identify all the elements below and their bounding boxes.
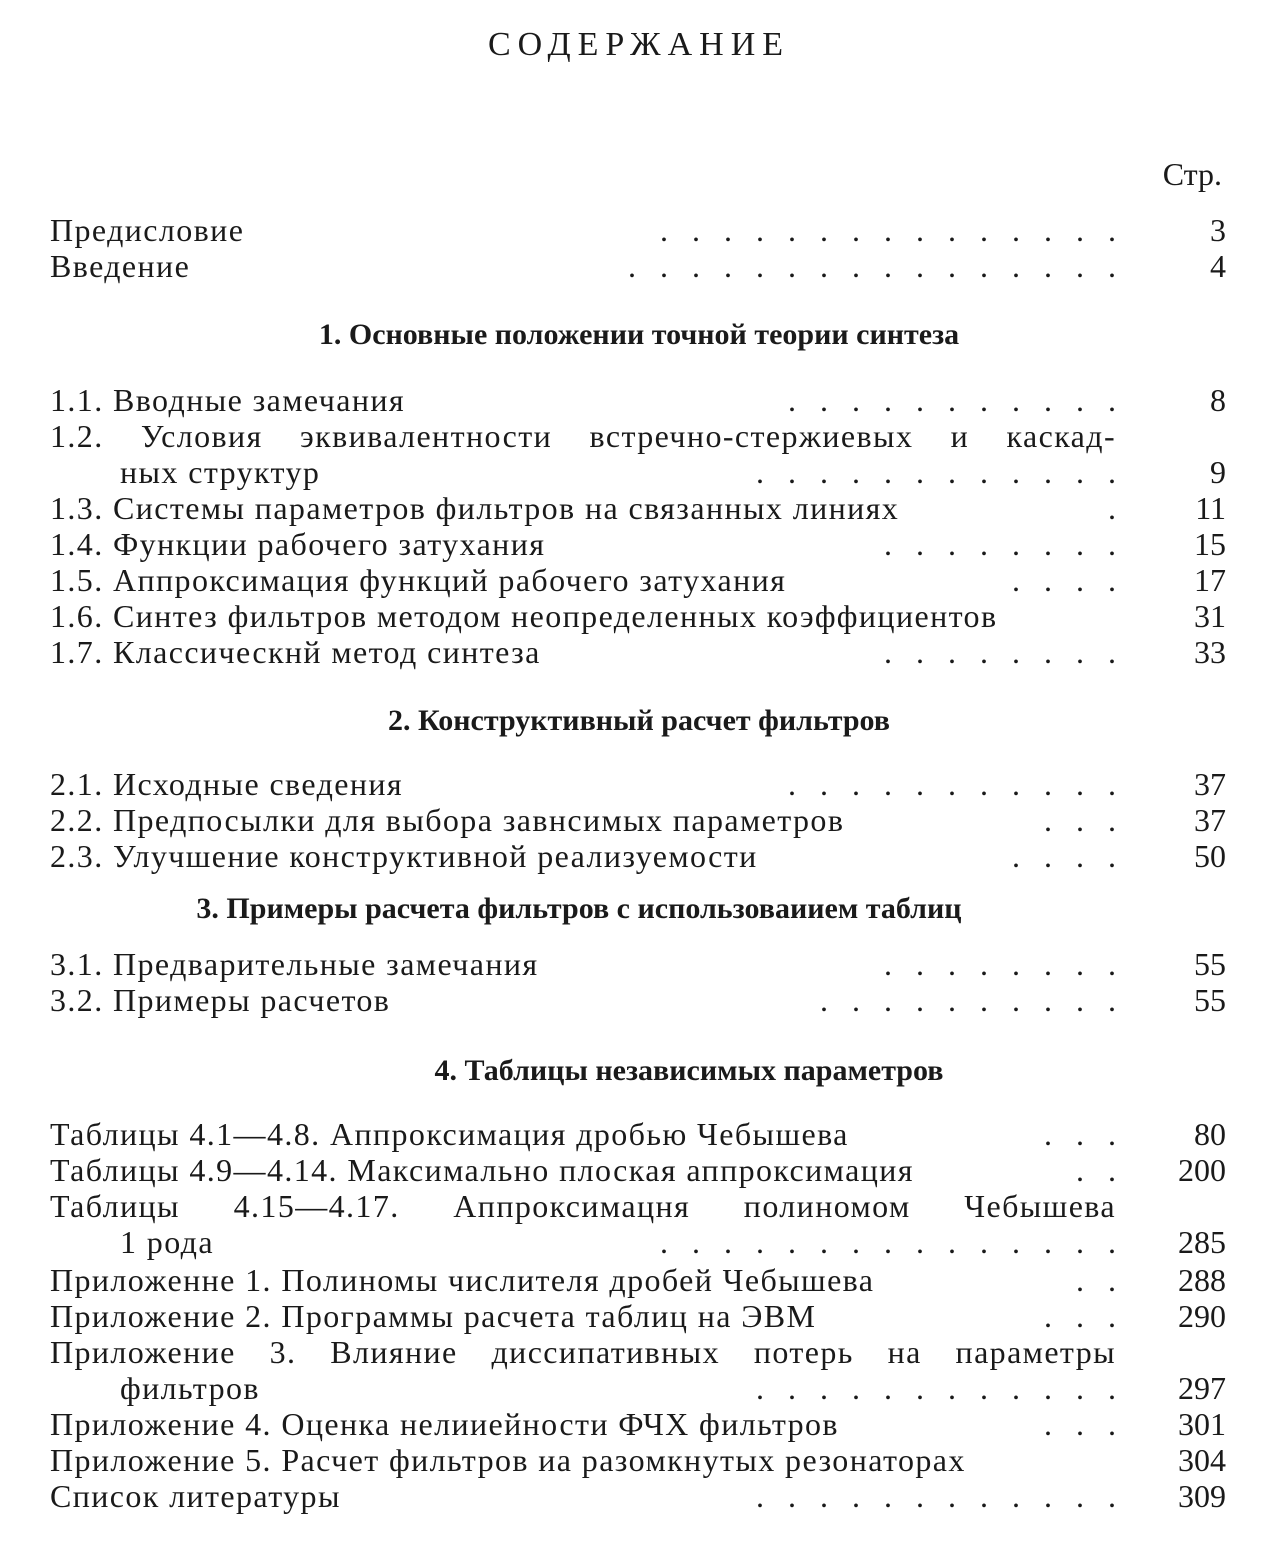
toc-entry-appendix-1[interactable] xyxy=(50,1262,1226,1298)
entry-page: 288 xyxy=(1178,1262,1226,1298)
leader-dots: . . . xyxy=(1044,1116,1116,1152)
entry-label-continued: ных структур xyxy=(120,454,321,490)
entry-page: 37 xyxy=(1194,802,1226,838)
entry-page: 31 xyxy=(1194,598,1226,634)
entry-label: Приложение 4. Оценка нелииейности ФЧХ фильтров xyxy=(50,1406,839,1442)
entry-label: 1.5. Аппроксимация функций рабочего затухания xyxy=(50,562,787,598)
entry-label: 3.2. Примеры расчетов xyxy=(50,982,391,1018)
entry-page: 304 xyxy=(1178,1442,1226,1478)
leader-dots: . . . . . . . . . . . . xyxy=(756,454,1116,490)
leader-dots: . . . . . . . . . . . . . . . . xyxy=(628,248,1116,284)
page-title: СОДЕРЖАНИЕ xyxy=(487,26,791,63)
entry-page: 11 xyxy=(1195,490,1226,526)
entry-page: 290 xyxy=(1178,1298,1226,1334)
toc-entry-appendix-3-line1[interactable]: Приложение 3. Влияние диссипативных потерь на параметры xyxy=(50,1334,1116,1370)
leader-dots: . . . . xyxy=(1012,838,1116,874)
leader-dots: . . . . xyxy=(1012,562,1116,598)
leader-dots: . . . . . . . . . . . . xyxy=(756,1478,1116,1514)
toc-entry-tables-4-15-line1[interactable]: Таблицы 4.15—4.17. Аппроксимацня полиномом Чебышева xyxy=(50,1188,1116,1224)
leader-dots: . . xyxy=(1076,1152,1116,1188)
entry-page: 285 xyxy=(1178,1224,1226,1260)
entry-page: 50 xyxy=(1194,838,1226,874)
entry-page: 9 xyxy=(1210,454,1226,490)
entry-label: Список литературы xyxy=(50,1478,341,1514)
entry-page: 4 xyxy=(1210,248,1226,284)
toc-entry-appendix-4[interactable] xyxy=(50,1406,1226,1442)
entry-page: 37 xyxy=(1194,766,1226,802)
chapter-1-heading: 1. Основные положении точной теории синтеза xyxy=(318,318,960,351)
entry-label: 1.7. Классическнй метод синтеза xyxy=(50,634,541,670)
entry-label: 1.3. Системы параметров фильтров на связанных линиях xyxy=(50,490,900,526)
entry-page: 3 xyxy=(1210,212,1226,248)
toc-entry-1-6[interactable] xyxy=(50,598,1226,634)
toc-entry-1-3[interactable] xyxy=(50,490,1226,526)
entry-page: 200 xyxy=(1178,1152,1226,1188)
entry-page: 55 xyxy=(1194,946,1226,982)
leader-dots: . . . . . . . . xyxy=(884,946,1116,982)
leader-dots: . . . . . . . . xyxy=(884,634,1116,670)
entry-page: 8 xyxy=(1210,382,1226,418)
entry-page: 33 xyxy=(1194,634,1226,670)
leader-dots: . . . . . . . . xyxy=(884,526,1116,562)
entry-label: Таблицы 4.1—4.8. Аппроксимация дробью Чебышева xyxy=(50,1116,849,1152)
toc-entry-appendix-3[interactable] xyxy=(50,1370,1226,1406)
leader-dots: . xyxy=(1108,490,1116,526)
entry-label: Приложение 2. Программы расчета таблиц на ЭВМ xyxy=(50,1298,817,1334)
entry-label-continued: 1 рода xyxy=(120,1224,214,1260)
entry-label: 1.6. Синтез фильтров методом неопределенных коэффициентов xyxy=(50,598,998,634)
toc-entry-1-7[interactable] xyxy=(50,634,1226,670)
entry-label: Приложение 5. Расчет фильтров иа разомкнутых резонаторах xyxy=(50,1442,966,1478)
entry-label: 2.2. Предпосылки для выбора завнсимых параметров xyxy=(50,802,845,838)
toc-entry-tables-4-15[interactable] xyxy=(50,1224,1226,1260)
leader-dots: . . . . . . . . . . . . . . . xyxy=(660,212,1116,248)
leader-dots: . . . . . . . . . . xyxy=(820,982,1116,1018)
toc-entry-3-1[interactable] xyxy=(50,946,1226,982)
toc-entry-tables-4-9[interactable] xyxy=(50,1152,1226,1188)
toc-entry-1-5[interactable] xyxy=(50,562,1226,598)
entry-page: 297 xyxy=(1178,1370,1226,1406)
toc-entry-1-4[interactable] xyxy=(50,526,1226,562)
entry-page: 55 xyxy=(1194,982,1226,1018)
toc-entry-introduction[interactable] xyxy=(50,248,1226,284)
page-column-label: Стр. xyxy=(1162,156,1222,192)
toc-entry-2-1[interactable] xyxy=(50,766,1226,802)
toc-entry-2-2[interactable] xyxy=(50,802,1226,838)
entry-page: 15 xyxy=(1194,526,1226,562)
entry-label: 2.1. Исходные сведения xyxy=(50,766,404,802)
leader-dots: . . . . . . . . . . . . . . . xyxy=(660,1224,1116,1260)
leader-dots: . . . xyxy=(1044,802,1116,838)
toc-entry-preface[interactable] xyxy=(50,212,1226,248)
entry-page: 80 xyxy=(1194,1116,1226,1152)
entry-label: Предисловие xyxy=(50,212,245,248)
leader-dots: . . . . . . . . . . . xyxy=(788,766,1116,802)
entry-label: 2.3. Улучшение конструктивной реализуемости xyxy=(50,838,758,874)
entry-label: Приложенне 1. Полиномы числителя дробей Чебышева xyxy=(50,1262,875,1298)
entry-page: 17 xyxy=(1194,562,1226,598)
toc-entry-appendix-2[interactable] xyxy=(50,1298,1226,1334)
entry-label: 1.4. Функции рабочего затухания xyxy=(50,526,546,562)
toc-entry-1-2-line1[interactable]: 1.2. Условия эквивалентности встречно-стержиевых и каскад- xyxy=(50,418,1116,454)
entry-page: 301 xyxy=(1178,1406,1226,1442)
chapter-2-heading: 2. Конструктивный расчет фильтров xyxy=(388,704,890,737)
toc-entry-3-2[interactable] xyxy=(50,982,1226,1018)
entry-label: Таблицы 4.9—4.14. Максимально плоская аппроксимация xyxy=(50,1152,914,1188)
entry-label-continued: фильтров xyxy=(120,1370,260,1406)
toc-entry-1-2[interactable] xyxy=(50,454,1226,490)
entry-label: Введение xyxy=(50,248,191,284)
toc-entry-bibliography[interactable] xyxy=(50,1478,1226,1514)
leader-dots: . . . . . . . . . . . . xyxy=(756,1370,1116,1406)
toc-entry-appendix-5[interactable] xyxy=(50,1442,1226,1478)
toc-entry-tables-4-1[interactable] xyxy=(50,1116,1226,1152)
entry-label: 3.1. Предварительные замечания xyxy=(50,946,539,982)
entry-page: 309 xyxy=(1178,1478,1226,1514)
toc-entry-2-3[interactable] xyxy=(50,838,1226,874)
chapter-4-heading: 4. Таблицы независимых параметров xyxy=(434,1054,944,1087)
leader-dots: . . . . . . . . . . . xyxy=(788,382,1116,418)
toc-entry-1-1[interactable] xyxy=(50,382,1226,418)
chapter-3-heading: 3. Примеры расчета фильтров с использоваиием таблиц xyxy=(196,892,962,925)
leader-dots: . . . xyxy=(1044,1406,1116,1442)
leader-dots: . . . xyxy=(1044,1298,1116,1334)
leader-dots: . . xyxy=(1076,1262,1116,1298)
entry-label: 1.1. Вводные замечания xyxy=(50,382,405,418)
